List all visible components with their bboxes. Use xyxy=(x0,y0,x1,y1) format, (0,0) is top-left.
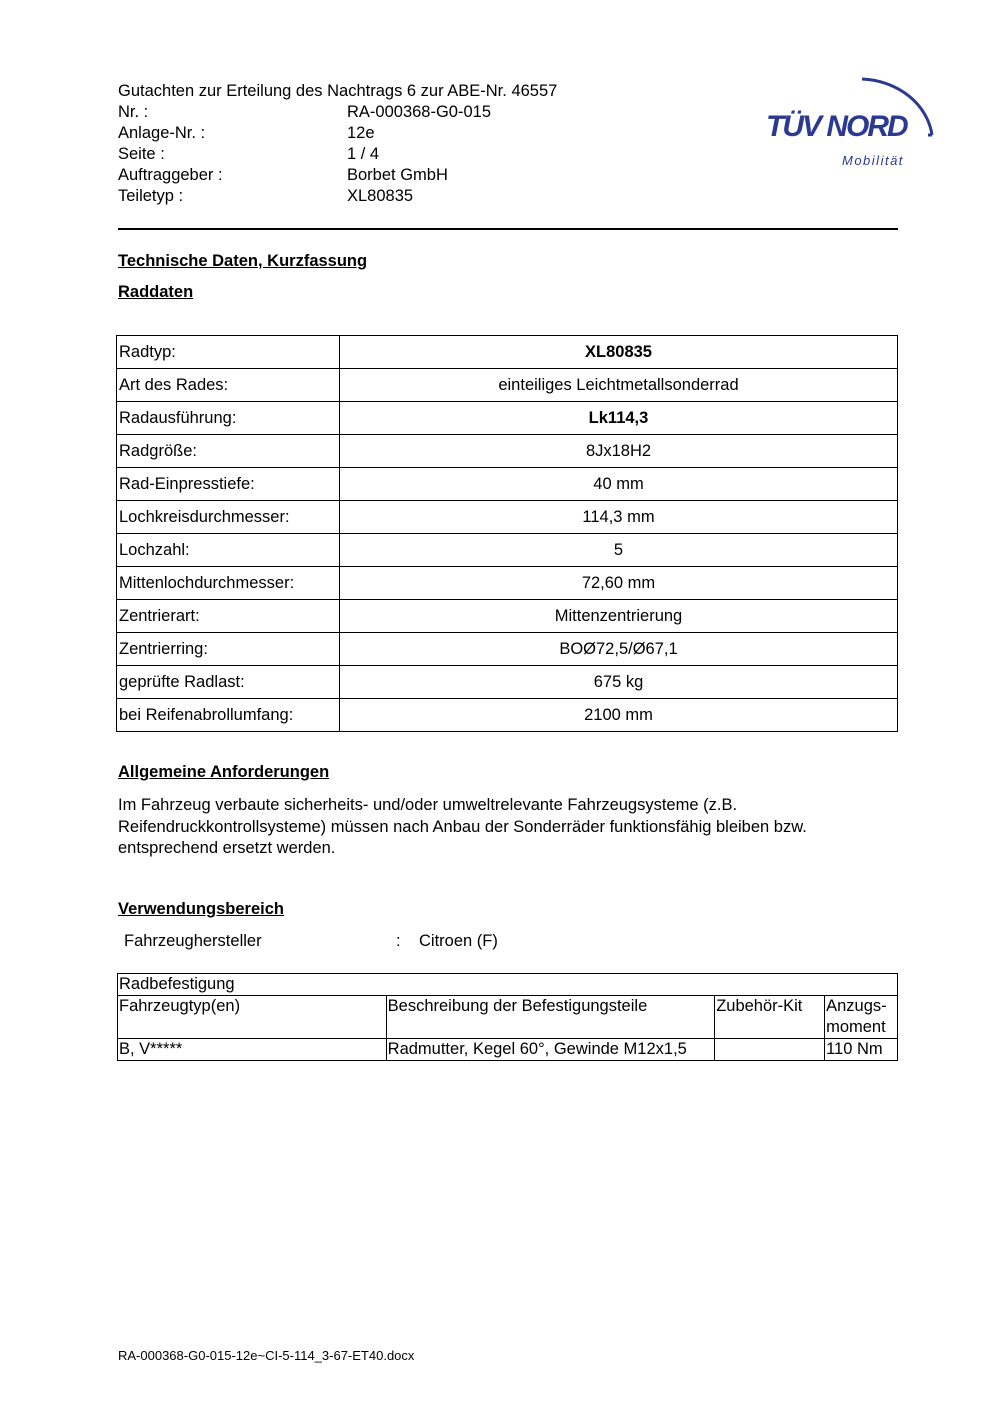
row-label: Radgröße: xyxy=(117,435,340,468)
row-label: Radtyp: xyxy=(117,336,340,369)
header-row-anlage xyxy=(118,123,557,144)
header-row-seite xyxy=(118,144,557,165)
header-row-nr xyxy=(118,102,557,123)
manufacturer-row xyxy=(124,931,498,952)
section-heading-general: Allgemeine Anforderungen xyxy=(118,763,330,781)
manufacturer-colon: : xyxy=(396,932,401,950)
table-header-row xyxy=(118,996,898,1039)
column-header: Zubehör-Kit xyxy=(715,996,825,1039)
column-header: Anzugs-moment xyxy=(825,996,898,1039)
table-row xyxy=(117,435,898,468)
column-header: Beschreibung der Befestigungsteile xyxy=(386,996,715,1039)
logo-brand-text: TÜV NORD xyxy=(766,110,907,143)
wheel-data-table xyxy=(116,335,898,732)
row-value: einteiliges Leichtmetallsonderrad xyxy=(340,369,898,402)
header-value: XL80835 xyxy=(347,187,414,205)
header-divider xyxy=(118,228,898,230)
table-row xyxy=(117,402,898,435)
table-row xyxy=(117,336,898,369)
row-label: geprüfte Radlast: xyxy=(117,666,340,699)
row-value: Lk114,3 xyxy=(340,402,898,435)
row-value: Mittenzentrierung xyxy=(340,600,898,633)
header-value: Borbet GmbH xyxy=(347,166,448,184)
row-label: Lochkreisdurchmesser: xyxy=(117,501,340,534)
table-row xyxy=(118,1039,898,1061)
column-header: Fahrzeugtyp(en) xyxy=(118,996,387,1039)
row-value: 8Jx18H2 xyxy=(340,435,898,468)
header-value: RA-000368-G0-015 xyxy=(347,103,492,121)
table-row xyxy=(117,699,898,732)
row-value: 675 kg xyxy=(340,666,898,699)
table-cell: Radmutter, Kegel 60°, Gewinde M12x1,5 xyxy=(386,1039,715,1061)
header-label: Teiletyp : xyxy=(118,187,184,205)
header-row-auftraggeber xyxy=(118,165,557,186)
document-header xyxy=(118,81,557,207)
table-cell: B, V***** xyxy=(118,1039,387,1061)
section-heading-wheel: Raddaten xyxy=(118,283,194,301)
section-heading-usage: Verwendungsbereich xyxy=(118,900,284,918)
tuv-nord-logo xyxy=(762,57,942,172)
general-requirements-text: Im Fahrzeug verbaute sicherheits- und/oder umweltrelevante Fahrzeugsysteme (z.B. Reifendruckkontrollsysteme) müssen nach Anbau der Sonderräder funktionsfähig bleiben bzw. entsprechend ersetzt werden. xyxy=(118,796,807,857)
header-row-teiletyp xyxy=(118,186,557,207)
row-value: 5 xyxy=(340,534,898,567)
table-row xyxy=(117,369,898,402)
table-row xyxy=(117,633,898,666)
table-row xyxy=(117,666,898,699)
row-value: XL80835 xyxy=(340,336,898,369)
row-label: Art des Rades: xyxy=(117,369,340,402)
row-label: Radausführung: xyxy=(117,402,340,435)
row-value: BOØ72,5/Ø67,1 xyxy=(340,633,898,666)
table-cell xyxy=(715,1039,825,1061)
row-label: Zentrierart: xyxy=(117,600,340,633)
row-value: 114,3 mm xyxy=(340,501,898,534)
table-title-row xyxy=(118,974,898,996)
table-row xyxy=(117,468,898,501)
table-row xyxy=(117,567,898,600)
header-label: Seite : xyxy=(118,145,165,163)
logo-subtitle: Mobilität xyxy=(842,153,904,168)
section-heading-technical: Technische Daten, Kurzfassung xyxy=(118,252,368,270)
wheel-fastening-table xyxy=(117,973,898,1061)
header-label: Anlage-Nr. : xyxy=(118,124,206,142)
row-label: Mittenlochdurchmesser: xyxy=(117,567,340,600)
header-label: Nr. : xyxy=(118,103,149,121)
row-label: Lochzahl: xyxy=(117,534,340,567)
document-title: Gutachten zur Erteilung des Nachtrags 6 zur ABE-Nr. 46557 xyxy=(118,82,558,100)
table-row xyxy=(117,501,898,534)
header-value: 1 / 4 xyxy=(347,145,380,163)
row-value: 72,60 mm xyxy=(340,567,898,600)
row-value: 2100 mm xyxy=(340,699,898,732)
table-title: Radbefestigung xyxy=(118,974,898,996)
row-label: Zentrierring: xyxy=(117,633,340,666)
header-label: Auftraggeber : xyxy=(118,166,223,184)
manufacturer-value: Citroen (F) xyxy=(419,932,498,950)
table-cell: 110 Nm xyxy=(825,1039,898,1061)
row-label: bei Reifenabrollumfang: xyxy=(117,699,340,732)
footer-filename: RA-000368-G0-015-12e~CI-5-114_3-67-ET40.docx xyxy=(118,1348,415,1363)
manufacturer-label: Fahrzeughersteller xyxy=(124,932,262,950)
table-row xyxy=(117,534,898,567)
header-value: 12e xyxy=(347,124,375,142)
table-row xyxy=(117,600,898,633)
row-value: 40 mm xyxy=(340,468,898,501)
row-label: Rad-Einpresstiefe: xyxy=(117,468,340,501)
